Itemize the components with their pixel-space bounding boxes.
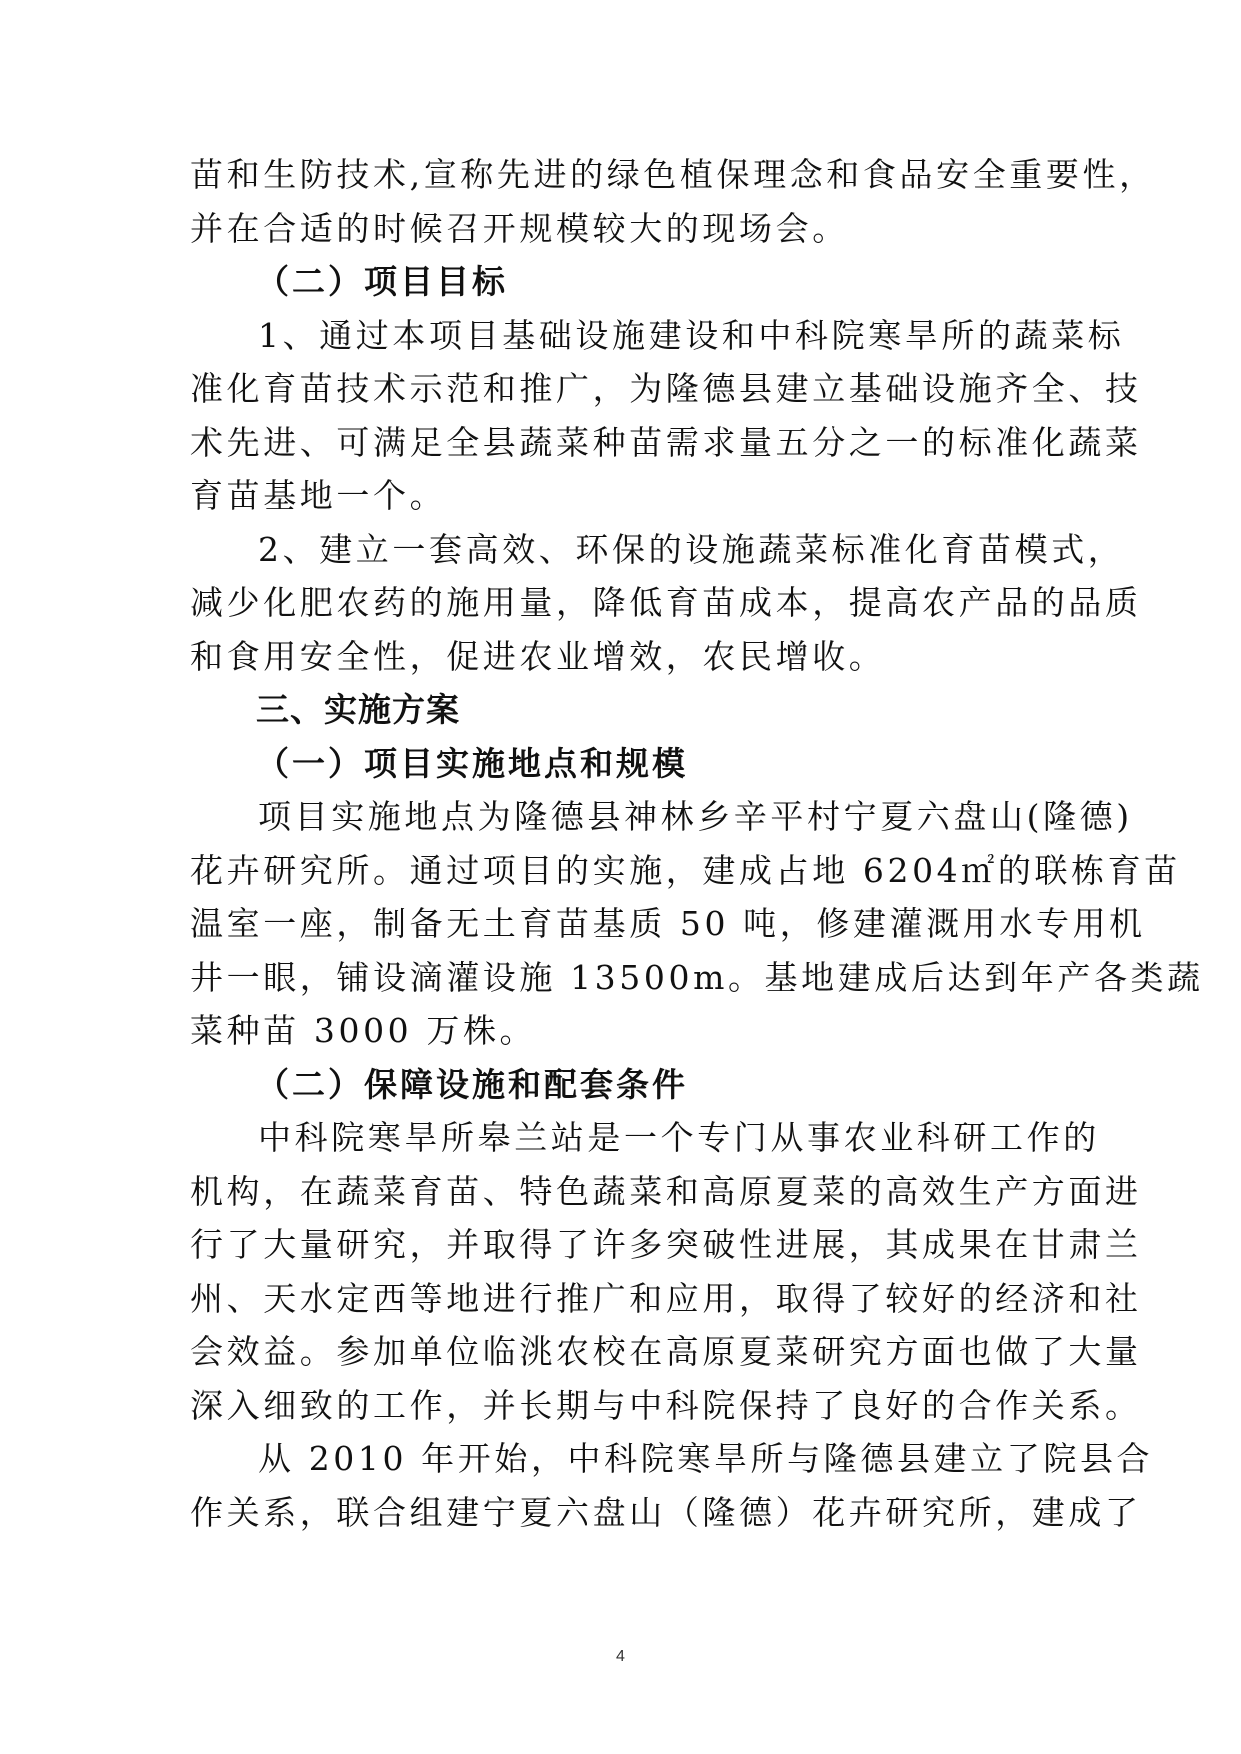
paragraph-line: 术先进、可满足全县蔬菜种苗需求量五分之一的标准化蔬菜: [190, 422, 1142, 462]
paragraph-line: 作关系，联合组建宁夏六盘山（隆德）花卉研究所，建成了: [190, 1492, 1142, 1532]
chapter-heading-implementation-plan: 三、实施方案: [256, 690, 460, 729]
paragraph-line: 深入细致的工作，并长期与中科院保持了良好的合作关系。: [190, 1385, 1142, 1425]
paragraph-line: 温室一座，制备无土育苗基质 50 吨，修建灌溉用水专用机: [190, 904, 1146, 943]
paragraph-line: 中科院寒旱所皋兰站是一个专门从事农业科研工作的: [258, 1118, 1100, 1157]
paragraph-line: 减少化肥农药的施用量，降低育苗成本，提高农产品的品质: [190, 583, 1142, 622]
document-body: [190, 148, 1204, 1539]
paragraph-line: 会效益。参加单位临洮农校在高原夏菜研究方面也做了大量: [190, 1332, 1142, 1371]
paragraph-line: 机构，在蔬菜育苗、特色蔬菜和高原夏菜的高效生产方面进: [190, 1171, 1142, 1211]
section-heading-project-goals: （二）项目目标: [256, 262, 508, 301]
paragraph-line: 行了大量研究，并取得了许多突破性进展，其成果在甘肃兰: [190, 1225, 1142, 1264]
paragraph-line: 育苗基地一个。: [190, 476, 447, 515]
paragraph-line: 州、天水定西等地进行推广和应用，取得了较好的经济和社: [190, 1278, 1142, 1318]
paragraph-line: 菜种苗 3000 万株。: [190, 1011, 537, 1050]
paragraph-line: 项目实施地点为隆德县神林乡辛平村宁夏六盘山(隆德): [258, 797, 1133, 836]
paragraph-line: 1、通过本项目基础设施建设和中科院寒旱所的蔬菜标: [258, 315, 1125, 355]
paragraph-line: 2、建立一套高效、环保的设施蔬菜标准化育苗模式，: [258, 529, 1125, 569]
paragraph-line: 从 2010 年开始，中科院寒旱所与隆德县建立了院县合: [258, 1439, 1154, 1478]
section-heading-support-conditions: （二）保障设施和配套条件: [256, 1064, 688, 1104]
paragraph-line: 准化育苗技术示范和推广，为隆德县建立基础设施齐全、技: [190, 369, 1142, 408]
paragraph-line: 花卉研究所。通过项目的实施，建成占地 6204㎡的联栋育苗: [190, 850, 1181, 890]
paragraph-line: 和食用安全性，促进农业增效，农民增收。: [190, 636, 886, 676]
section-heading-location-scale: （一）项目实施地点和规模: [256, 743, 688, 783]
paragraph-line: 井一眼，铺设滴灌设施 13500m。基地建成后达到年产各类蔬: [190, 957, 1204, 997]
page-number: 4: [616, 1648, 625, 1665]
paragraph-line: 并在合适的时候召开规模较大的现场会。: [190, 208, 849, 248]
paragraph-line: 苗和生防技术,宣称先进的绿色植保理念和食品安全重要性，: [190, 155, 1156, 194]
